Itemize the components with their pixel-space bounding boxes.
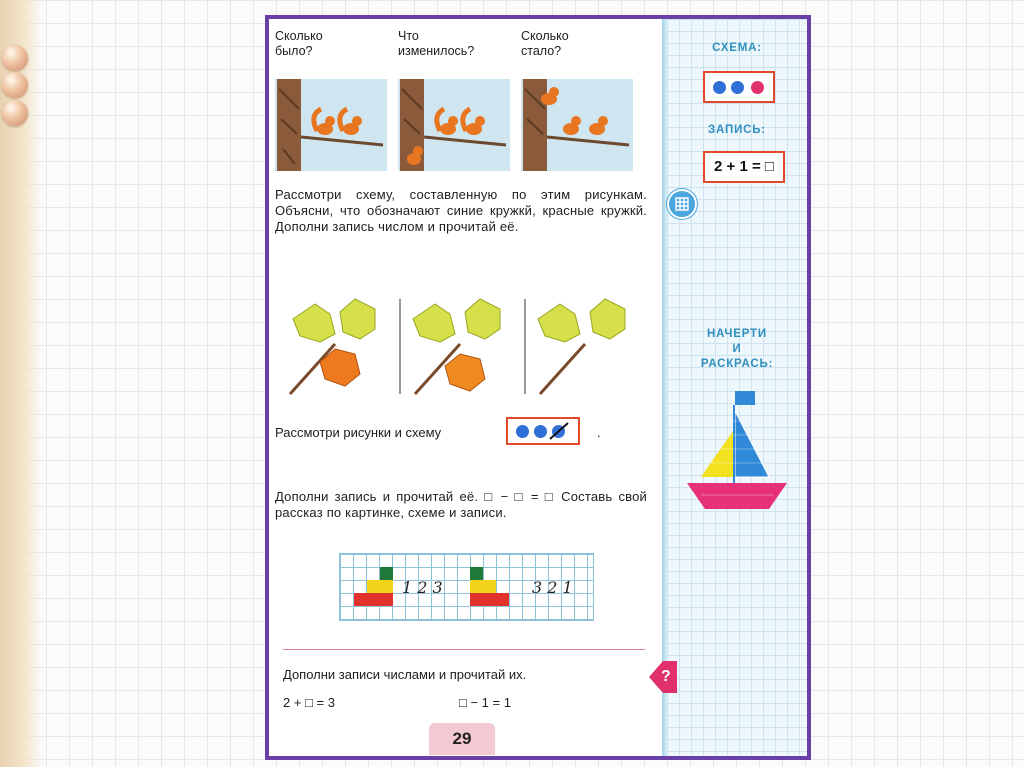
help-icon-glyph: ? bbox=[661, 668, 671, 685]
scheme-box-circles bbox=[506, 417, 580, 445]
cross-out-mark bbox=[548, 421, 570, 441]
question-how-many-were: Сколько было? bbox=[275, 29, 323, 58]
side-margin bbox=[667, 19, 807, 756]
task-2-text: Рассмотри рисунки и схему bbox=[275, 425, 442, 440]
question-how-many-now: Сколько стало? bbox=[521, 29, 569, 58]
draw-and-color-label: НАЧЕРТИ И РАСКРАСЬ: bbox=[700, 328, 774, 370]
equation-2: □ − 1 = 1 bbox=[459, 695, 511, 710]
counting-grid bbox=[339, 553, 594, 621]
schema-label: СХЕМА: bbox=[712, 42, 762, 54]
sailboat-drawing bbox=[687, 391, 787, 513]
task-1-text: Рассмотри схему, составленную по этим рисункам. Объясни, что обозначают синие кружкй, красные кружкй. Дополни запись числом и прочитай её. bbox=[275, 187, 647, 234]
squirrel-picture-1 bbox=[275, 79, 387, 171]
squirrel-picture-3 bbox=[521, 79, 633, 171]
textbook-page-frame bbox=[265, 15, 811, 760]
zapis-label: ЗАПИСЬ: bbox=[708, 124, 766, 136]
grid-icon[interactable] bbox=[667, 189, 697, 219]
leaves-pictures bbox=[275, 294, 655, 399]
main-page bbox=[269, 19, 662, 756]
blue-circle bbox=[516, 425, 529, 438]
pink-circle bbox=[751, 81, 764, 94]
sequence-descending: 3 2 1 bbox=[532, 578, 573, 597]
leaves-group-2 bbox=[413, 299, 500, 394]
task-4-text: Дополни записи числами и прочитай их. bbox=[283, 667, 527, 682]
help-icon[interactable] bbox=[649, 659, 677, 695]
sequence-ascending: 1 2 3 bbox=[402, 578, 443, 597]
blue-circle bbox=[534, 425, 547, 438]
pearl-bead bbox=[2, 45, 28, 71]
leaves-group-1 bbox=[290, 299, 375, 394]
question-what-changed: Что изменилось? bbox=[398, 29, 475, 58]
pearl-bead bbox=[2, 100, 28, 126]
schema-box bbox=[703, 71, 775, 103]
blue-circle bbox=[731, 81, 744, 94]
formula-box: 2 + 1 = □ bbox=[703, 151, 785, 183]
leaves-group-3 bbox=[538, 299, 625, 394]
task-3-text: Дополни запись и прочитай её. □ − □ = □ Составь свой рассказ по картинке, схеме и записи. bbox=[275, 489, 647, 520]
blue-circle bbox=[713, 81, 726, 94]
equation-1: 2 + □ = 3 bbox=[283, 695, 335, 710]
task-2-period: . bbox=[597, 425, 601, 440]
squirrel-picture-2 bbox=[398, 79, 510, 171]
pearl-bead bbox=[2, 72, 28, 98]
section-divider bbox=[283, 649, 645, 650]
background-decoration bbox=[0, 0, 42, 767]
page-number: 29 bbox=[429, 723, 495, 755]
